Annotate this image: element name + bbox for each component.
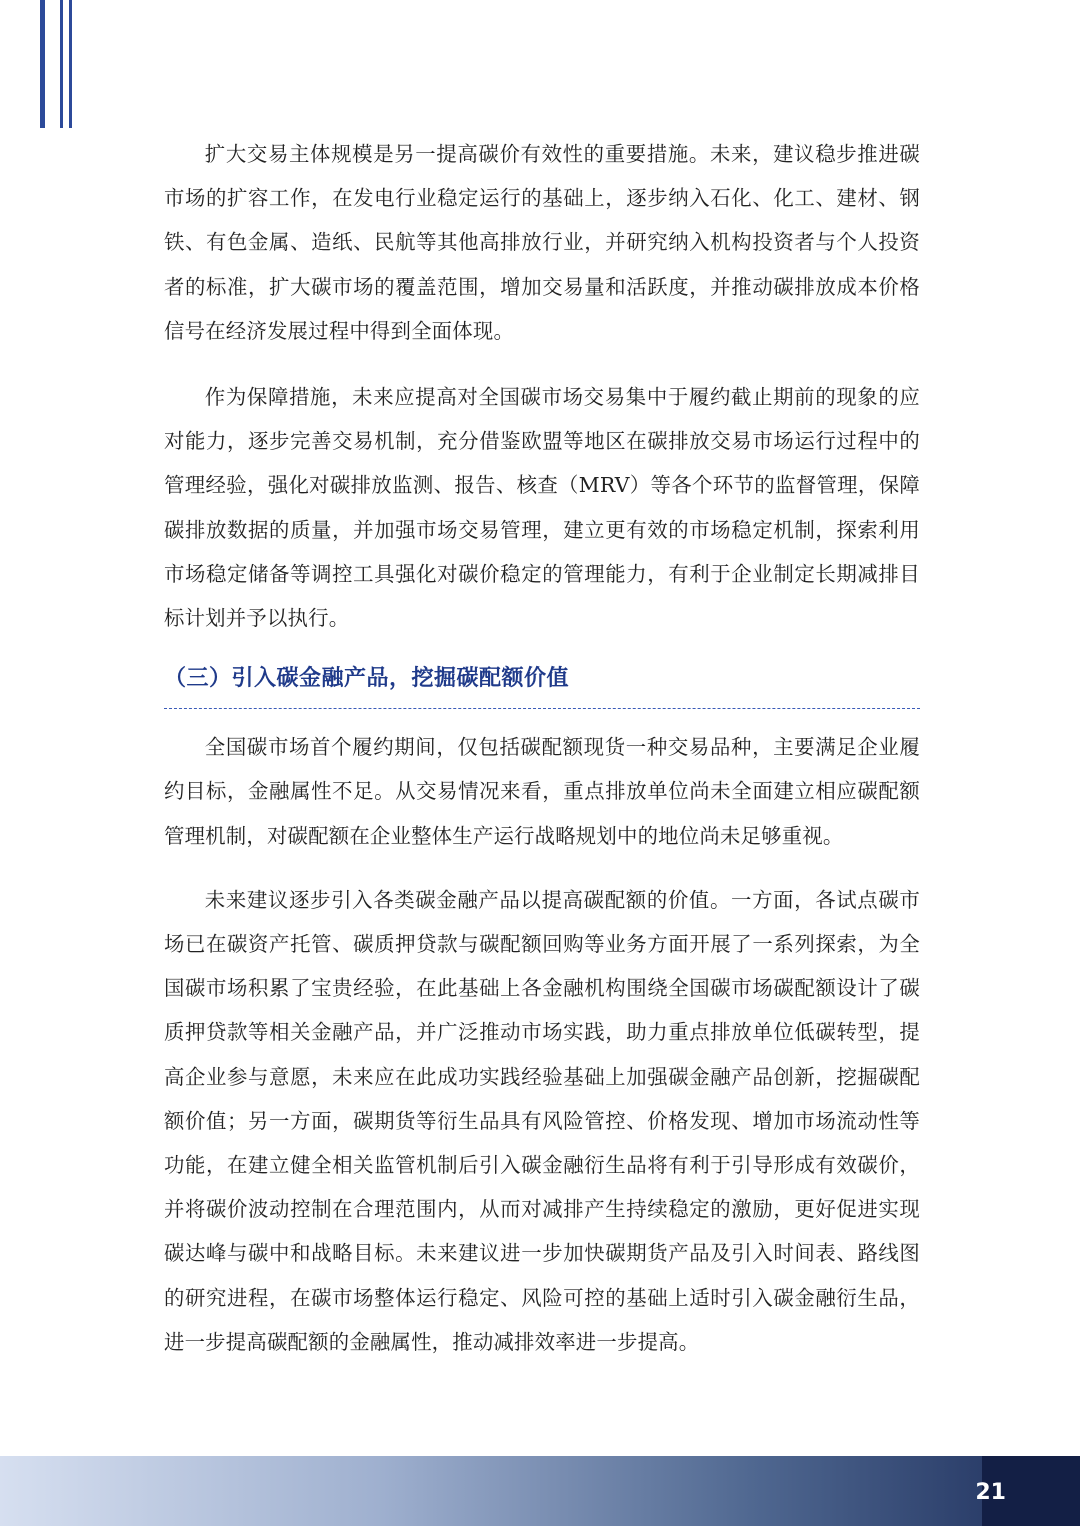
section-heading: （三）引入碳金融产品，挖掘碳配额价值	[164, 666, 570, 692]
decorative-bar	[40, 0, 45, 128]
page-number: 21	[975, 1480, 1006, 1505]
body-paragraph-2: 作为保障措施，未来应提高对全国碳市场交易集中于履约截止期前的现象的应对能力，逐步完善交易机制，充分借鉴欧盟等地区在碳排放交易市场运行过程中的管理经验，强化对碳排放监测、报告、核查（MRV）等各个环节的监督管理，保障碳排放数据的质量，并加强市场交易管理，建立更有效的市场稳定机制，探索利用市场稳定储备等调控工具强化对碳价稳定的管理能力，有利于企业制定长期减排目标计划并予以执行。	[164, 385, 920, 631]
body-paragraph-1: 扩大交易主体规模是另一提高碳价有效性的重要措施。未来，建议稳步推进碳市场的扩容工作，在发电行业稳定运行的基础上，逐步纳入石化、化工、建材、钢铁、有色金属、造纸、民航等其他高排放行业，并研究纳入机构投资者与个人投资者的标准，扩大碳市场的覆盖范围，增加交易量和活跃度，并推动碳排放成本价格信号在经济发展过程中得到全面体现。	[164, 142, 920, 343]
page-content	[164, 132, 920, 1364]
decorative-vertical-bars	[40, 0, 80, 128]
decorative-bar	[60, 0, 63, 128]
body-paragraph-4: 未来建议逐步引入各类碳金融产品以提高碳配额的价值。一方面，各试点碳市场已在碳资产托管、碳质押贷款与碳配额回购等业务方面开展了一系列探索，为全国碳市场积累了宝贵经验，在此基础上各金融机构围绕全国碳市场碳配额设计了碳质押贷款等相关金融产品，并广泛推动市场实践，助力重点排放单位低碳转型，提高企业参与意愿，未来应在此成功实践经验基础上加强碳金融产品创新，挖掘碳配额价值；另一方面，碳期货等衍生品具有风险管控、价格发现、增加市场流动性等功能，在建立健全相关监管机制后引入碳金融衍生品将有利于引导形成有效碳价，并将碳价波动控制在合理范围内，从而对减排产生持续稳定的激励，更好促进实现碳达峰与碳中和战略目标。未来建议进一步加快碳期货产品及引入时间表、路线图的研究进程，在碳市场整体运行稳定、风险可控的基础上适时引入碳金融衍生品，进一步提高碳配额的金融属性，推动减排效率进一步提高。	[164, 887, 920, 1354]
decorative-bar	[69, 0, 72, 128]
body-paragraph-3: 全国碳市场首个履约期间，仅包括碳配额现货一种交易品种，主要满足企业履约目标，金融属性不足。从交易情况来看，重点排放单位尚未全面建立相应碳配额管理机制，对碳配额在企业整体生产运行战略规划中的地位尚未足够重视。	[164, 735, 920, 848]
section-divider	[164, 708, 920, 709]
footer-gradient-band	[0, 1456, 1080, 1526]
